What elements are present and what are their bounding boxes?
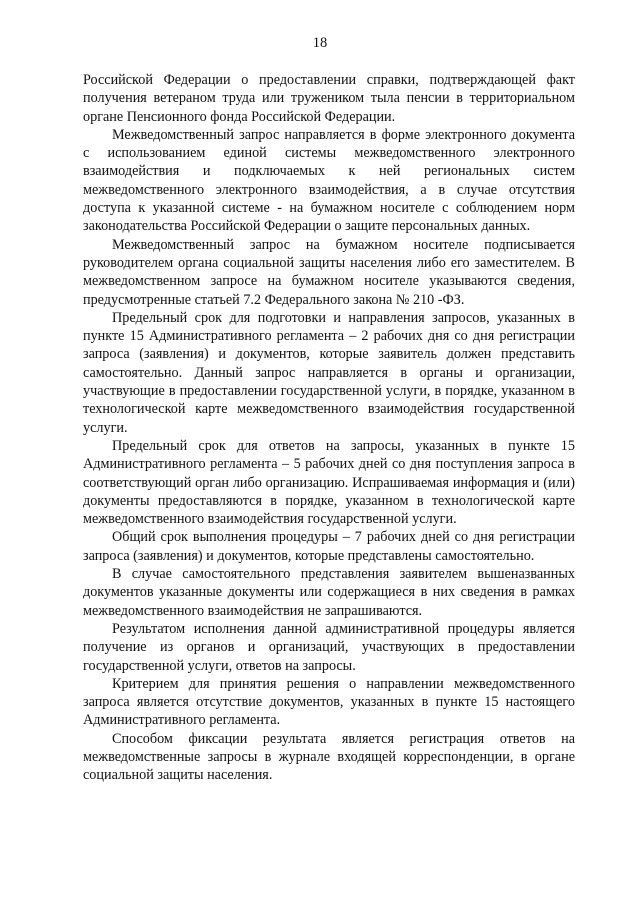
page-number: 18 xyxy=(312,35,328,51)
paragraph-total-term: Общий срок выполнения процедуры – 7 рабочих дней со дня регистрации запроса (заявления) и документов, которые представлены самостоятельно. xyxy=(83,529,575,564)
paragraph-self-submission: В случае самостоятельного представления заявителем вышеназванных документов указанные документы или содержащиеся в них сведения в рамках межведомственного взаимодействия не запрашиваются. xyxy=(83,566,575,619)
paragraph-fixation-method: Способом фиксации результата является регистрация ответов на межведомственные запросы в журнале входящей корреспонденции, в органе социальной защиты населения. xyxy=(83,730,575,784)
paragraph-criterion: Критерием для принятия решения о направлении межведомственного запроса является отсутствие документов, указанных в пункте 15 настоящего Административного регламента. xyxy=(83,675,575,729)
document-body xyxy=(83,71,575,785)
paragraph-result: Результатом исполнения данной административной процедуры является получение из органов и организаций, участвующих в предоставлении государственной услуги, ответов на запросы. xyxy=(83,620,575,674)
paragraph-preparation-deadline: Предельный срок для подготовки и направления запросов, указанных в пункте 15 Административного регламента – 2 рабочих дня со дня регистрации запроса (заявления) и документов, которые заявитель должен представить самостоятельно. Данный запрос направляется в органы и организации, участвующие в предоставлении государственной услуги, в порядке, указанном в технологической карте межведомственного взаимодействия государственной услуги. xyxy=(83,309,575,436)
paragraph-response-deadline: Предельный срок для ответов на запросы, указанных в пункте 15 Административного регламента – 5 рабочих дней со дня поступления запроса в соответствующий орган либо организацию. Испрашиваемая информация и (или) документы предоставляются в порядке, указанном в технологической карте межведомственного взаимодействия государственной услуги. xyxy=(83,437,575,528)
paragraph-continuation: Российской Федерации о предоставлении справки, подтверждающей факт получения ветераном труда или тружеником тыла пенсии в территориальном органе Пенсионного фонда Российской Федерации. xyxy=(83,72,575,125)
paragraph-paper-request: Межведомственный запрос на бумажном носителе подписывается руководителем органа социальной защиты населения либо его заместителем. В межведомственном запросе на бумажном носителе указываются сведения, предусмотренные статьей 7.2 Федерального закона № 210 -ФЗ. xyxy=(83,236,575,308)
paragraph-request-form: Межведомственный запрос направляется в форме электронного документа с использованием единой системы межведомственного электронного взаимодействия и подключаемых к ней региональных систем межведомственного электронного взаимодействия, а в случае отсутствия доступа к указанной системе - на бумажном носителе с соблюдением норм законодательства Российской Федерации о защите персональных данных. xyxy=(83,126,575,235)
